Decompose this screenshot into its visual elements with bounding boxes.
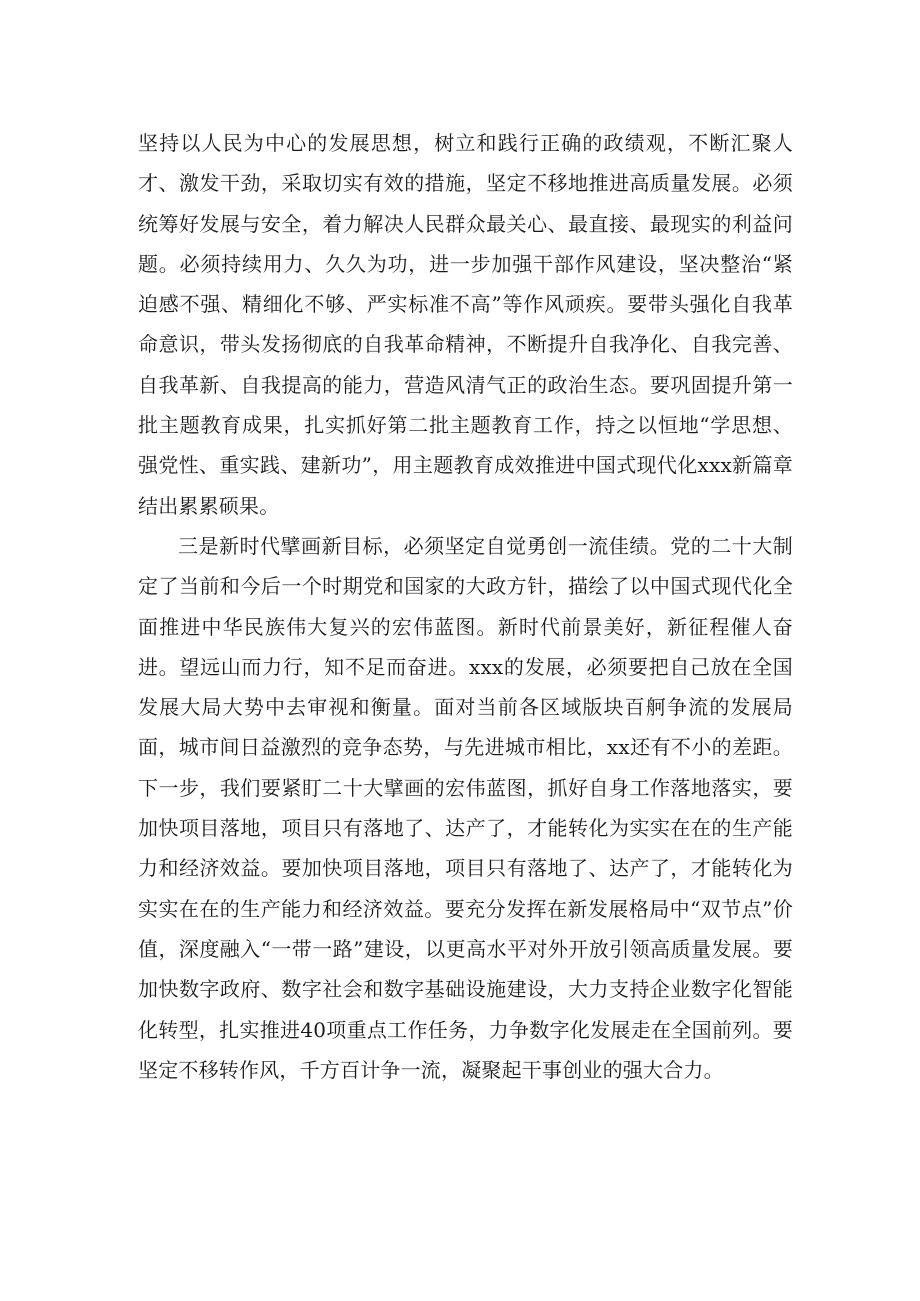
body-paragraph-continued: 坚持以人民为中心的发展思想，树立和践行正确的政绩观，不断汇聚人才、激发干劲，采取切实有效的措施，坚定不移地推进高质量发展。必须统筹好发展与安全，着力解决人民群众最关心、最直接、最现实的利益问题。必须持续用力、久久为功，进一步加强干部作风建设，坚决整治“紧迫感不强、精细化不够、严实标准不高”等作风顽疾。要带头强化自我革命意识，带头发扬彻底的自我革命精神，不断提升自我净化、自我完善、自我革新、自我提高的能力，营造风清气正的政治生态。要巩固提升第一批主题教育成果，扎实抓好第二批主题教育工作，持之以恒地“学思想、强党性、重实践、建新功”，用主题教育成效推进中国式现代化xxx新篇章结出累累硕果。 — [138, 131, 793, 518]
document-body — [138, 123, 793, 1090]
body-paragraph-section-three: 三是新时代擘画新目标，必须坚定自觉勇创一流佳绩。党的二十大制定了当前和今后一个时期党和国家的大政方针，描绘了以中国式现代化全面推进中华民族伟大复兴的宏伟蓝图。新时代前景美好，新征程催人奋进。望远山而力行，知不足而奋进。xxx的发展，必须要把自己放在全国发展大局大势中去审视和衡量。面对当前各区域版块百舸争流的发展局面，城市间日益激烈的竞争态势，与先进城市相比，xx还有不小的差距。下一步，我们要紧盯二十大擘画的宏伟蓝图，抓好自身工作落地落实，要加快项目落地，项目只有落地了、达产了，才能转化为实实在在的生产能力和经济效益。要加快项目落地，项目只有落地了、达产了，才能转化为实实在在的生产能力和经济效益。要充分发挥在新发展格局中“双节点”价值，深度融入“一带一路”建设，以更高水平对外开放引领高质量发展。要加快数字政府、数字社会和数字基础设施建设，大力支持企业数字化智能化转型，扎实推进40项重点工作任务，力争数字化发展走在全国前列。要坚定不移转作风，千方百计争一流，凝聚起干事创业的强大合力。 — [138, 533, 793, 1082]
